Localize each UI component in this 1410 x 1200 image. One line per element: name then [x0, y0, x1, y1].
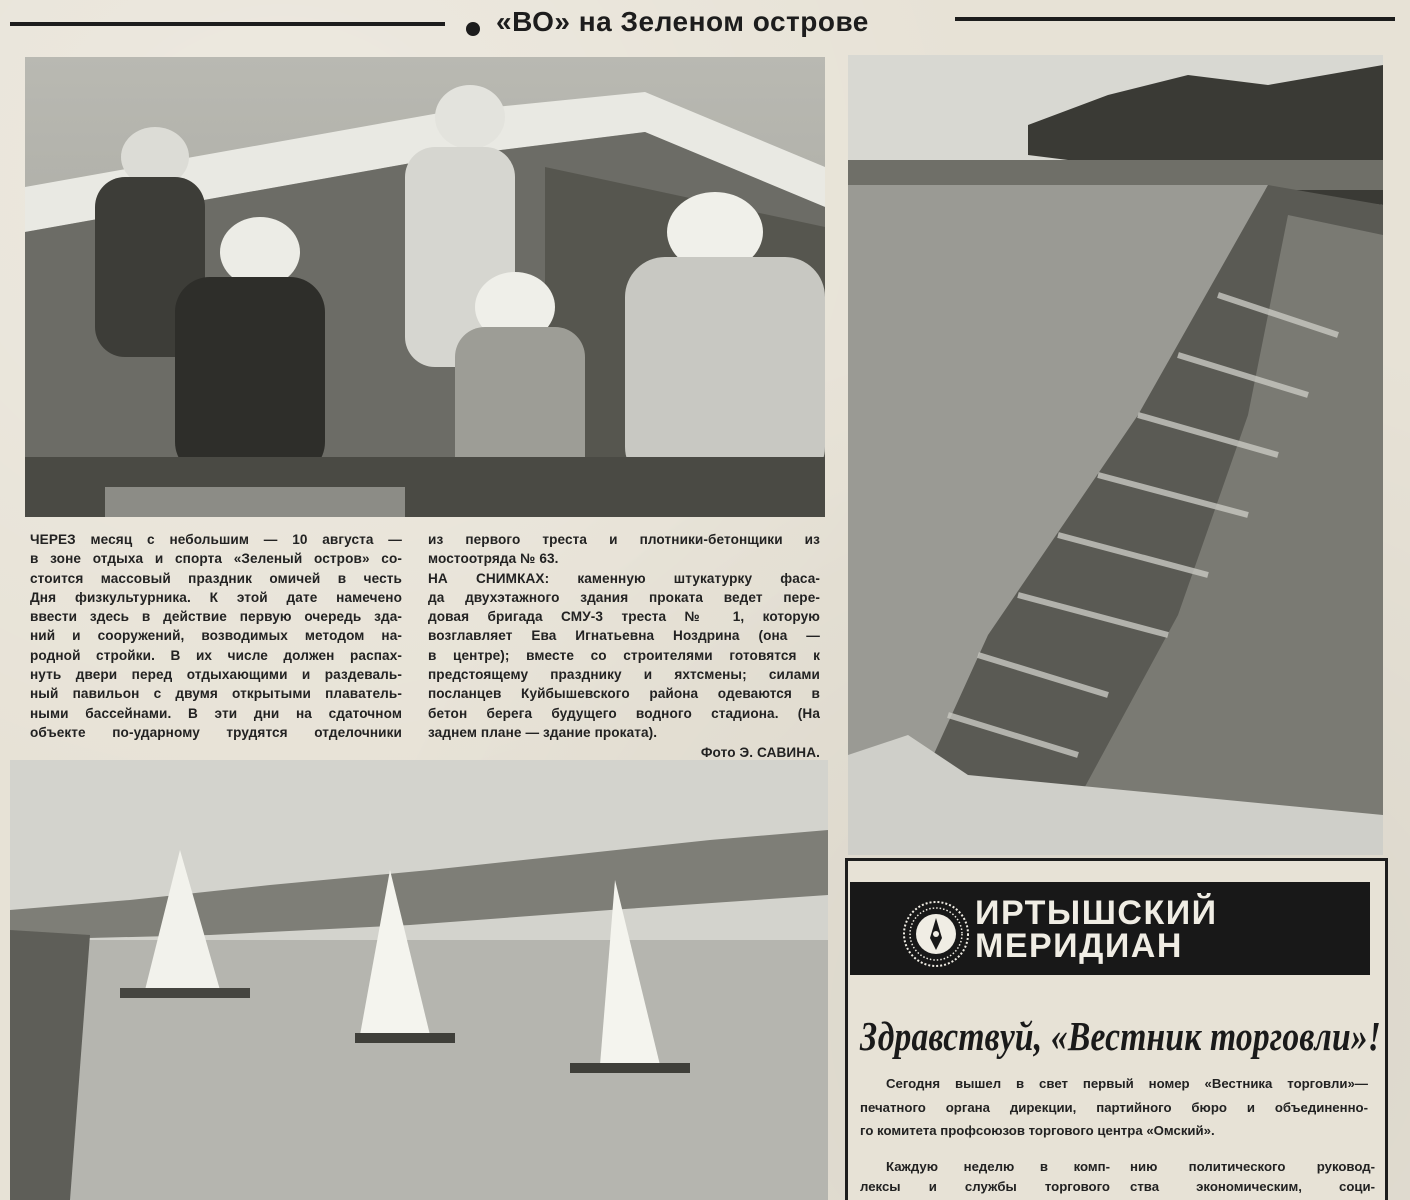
- meridian-title-line2: МЕРИДИАН: [975, 927, 1183, 965]
- article-line: посланцев Куйбышевского района одеваются в: [428, 686, 820, 702]
- photo-credit: Фото Э. САВИНА.: [700, 745, 820, 761]
- photo-workers: [25, 57, 825, 517]
- article-line: из первого треста и плотники-бетонщики из: [428, 532, 820, 547]
- section-title: «ВО» на Зеленом острове: [496, 6, 869, 37]
- article-line: в зоне отдыха и спорта «Зеленый остров» со-: [30, 551, 402, 567]
- article-column-1: [30, 530, 402, 742]
- lead-line: Сегодня вышел в свет первый номер «Вестника торговли»—: [886, 1076, 1368, 1091]
- body-line: Каждую неделю в комп-: [886, 1159, 1110, 1174]
- article-line: объекте по-ударному трудятся отделочники: [30, 724, 402, 740]
- lead-line: го комитета профсоюзов торгового центра «Омский».: [860, 1123, 1215, 1138]
- article-line: ными бассейнами. В эти дни на сдаточном: [30, 705, 402, 721]
- article-line: возглавляет Ева Игнатьевна Ноздрина (она —: [428, 628, 820, 644]
- article-column-2: [428, 530, 820, 763]
- header-rule-left: [10, 22, 445, 26]
- article-line: ний и сооружений, возводимых методом на-: [30, 628, 402, 644]
- meridian-title-line1: ИРТЫШСКИЙ: [975, 894, 1218, 932]
- article-line: Дня физкультурника. К этой дате намечено: [30, 589, 402, 605]
- body-line: нию политического руковод-: [1130, 1159, 1375, 1174]
- article-line: да двухэтажного здания проката ведет пере-: [428, 589, 820, 605]
- section-header: [0, 0, 1410, 50]
- meridian-body-column-2: [1130, 1157, 1375, 1197]
- article-line: заднем плане — здание проката).: [428, 724, 658, 740]
- meridian-lead: [860, 1072, 1368, 1143]
- article-line: стоится массовый праздник омичей в честь: [30, 570, 402, 586]
- article-line: ный павильон с двумя открытыми плаватель-: [30, 686, 402, 702]
- article-line: родной стройки. В их числе должен распах-: [30, 647, 402, 663]
- article-line: нуть двери перед отдыхающими и раздеваль-: [30, 667, 402, 683]
- meridian-emblem-icon: [902, 900, 970, 968]
- header-rule-right: [955, 17, 1395, 21]
- photo-embankment: [848, 55, 1383, 855]
- article-line: бетон берега будущего водного стадиона. (На: [428, 705, 820, 721]
- meridian-title: [975, 894, 1218, 965]
- article-line: мостоотряда № 63.: [428, 551, 559, 567]
- article-line: НА СНИМКАХ: каменную штукатурку фаса-: [428, 570, 820, 586]
- article-line: ввести здесь в действие первую очередь зда-: [30, 609, 402, 625]
- article-line: в центре); вместе со строителями готовятся к: [428, 647, 820, 663]
- article-line: довая бригада СМУ-3 треста № 1, которую: [428, 609, 820, 625]
- body-line: лексы и службы торгового: [860, 1179, 1110, 1194]
- lead-line: печатного органа дирекции, партийного бюро и объединенно-: [860, 1099, 1368, 1115]
- meridian-body-column-1: [860, 1157, 1110, 1197]
- article-line: предстоящему празднику и яхтсмены; силами: [428, 667, 820, 683]
- body-line: ства экономическим, соци-: [1130, 1179, 1375, 1194]
- photo-yachts: [10, 760, 828, 1200]
- meridian-headline: Здравствуй, «Вестник торговли»!: [860, 1013, 1382, 1059]
- article-line: ЧЕРЕЗ месяц с небольшим — 10 августа —: [30, 532, 402, 547]
- header-bullet-icon: [466, 22, 480, 36]
